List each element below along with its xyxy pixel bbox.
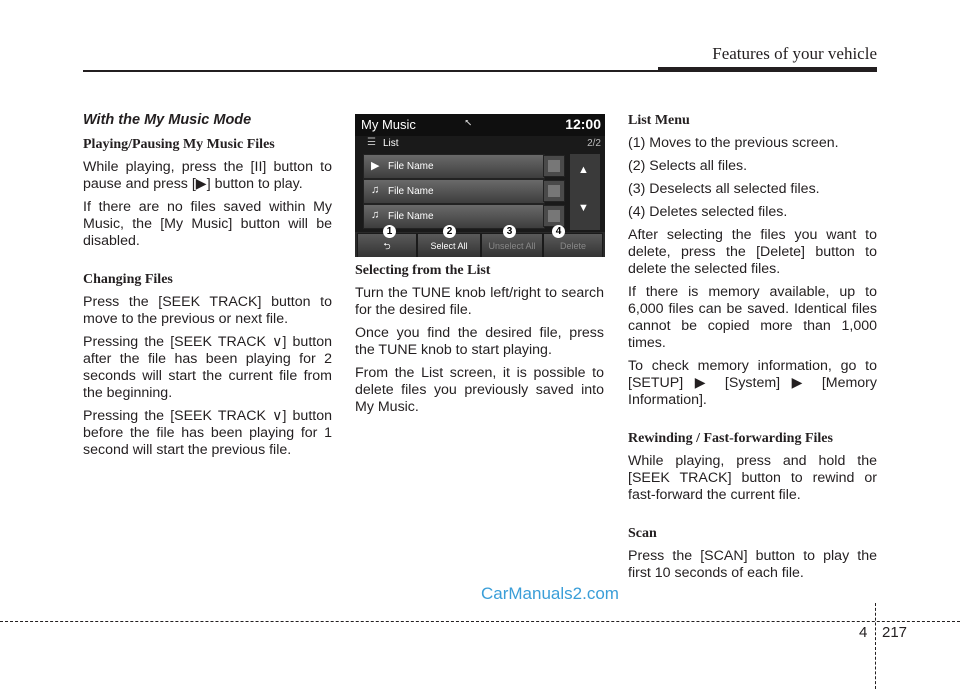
list-header [355, 136, 605, 152]
heading-playing-pausing: Playing/Pausing My Music Files [83, 137, 275, 152]
list-item: (2) Selects all files. [628, 158, 748, 174]
my-music-list-screenshot [355, 114, 605, 257]
delete-button[interactable]: Delete [543, 233, 603, 257]
select-all-button[interactable]: Select All [417, 233, 481, 257]
heading-list-menu: List Menu [628, 113, 690, 128]
usb-icon: ⭦ [465, 118, 472, 129]
scroll-up-icon[interactable]: ▲ [578, 164, 589, 176]
unselect-all-button[interactable]: Unselect All [481, 233, 543, 257]
paragraph: Turn the TUNE knob left/right to search for the desired file. [355, 285, 604, 318]
callout-marker: 3 [503, 225, 516, 238]
footer-rule [0, 621, 960, 622]
column-1 [83, 112, 332, 465]
column-2 [355, 262, 604, 422]
music-note-icon: ♫ [371, 209, 380, 221]
file-name: File Name [388, 186, 434, 197]
callout-marker: 2 [443, 225, 456, 238]
file-checkbox[interactable] [543, 155, 565, 177]
play-icon: ▶ [371, 160, 380, 172]
paragraph: While playing, press the [II] button to pause and press [▶] button to play. [83, 159, 332, 192]
paragraph: To check memory information, go to [SETUP] ▶ [System] ▶ [Memory Information]. [628, 358, 877, 408]
callout-marker: 4 [552, 225, 565, 238]
paragraph: After selecting the files you want to delete, press the [Delete] button to delete the selected files. [628, 227, 877, 277]
heading-changing-files: Changing Files [83, 272, 173, 287]
page-indicator: 2/2 [587, 138, 601, 149]
header-rule [83, 70, 658, 72]
file-row[interactable] [363, 179, 545, 204]
scroll-controls [570, 154, 600, 230]
callout-marker: 1 [383, 225, 396, 238]
heading-selecting-list: Selecting from the List [355, 263, 491, 278]
column-3 [628, 112, 877, 588]
heading-scan: Scan [628, 526, 657, 541]
file-name: File Name [388, 161, 434, 172]
back-button[interactable]: ⮌ [357, 233, 417, 257]
file-name: File Name [388, 211, 434, 222]
page-number: 217 [882, 624, 908, 641]
page-header-title: Features of your vehicle [712, 44, 877, 63]
paragraph: Pressing the [SEEK TRACK ∨] button after the file has been playing for 2 seconds will start the current file from the beginning. [83, 334, 332, 401]
footer-divider [875, 603, 876, 689]
mode-title: With the My Music Mode [83, 112, 252, 128]
music-note-icon: ♫ [371, 184, 380, 196]
heading-rewinding: Rewinding / Fast-forwarding Files [628, 431, 833, 446]
list-item: (4) Deletes selected files. [628, 204, 788, 220]
list-label: List [383, 138, 399, 149]
list-icon: ☰ [367, 137, 376, 148]
file-checkbox[interactable] [543, 205, 565, 227]
watermark-link[interactable]: CarManuals2.com [481, 584, 619, 603]
file-checkbox[interactable] [543, 180, 565, 202]
list-item: (3) Deselects all selected files. [628, 181, 820, 197]
clock: 12:00 [565, 116, 601, 132]
paragraph: While playing, press and hold the [SEEK TRACK] button to rewind or fast-forward the current file. [628, 453, 877, 503]
paragraph: Press the [SEEK TRACK] button to move to the previous or next file. [83, 294, 332, 327]
screen-title-bar [355, 114, 605, 136]
paragraph: Pressing the [SEEK TRACK ∨] button before the file has been playing for 1 second will start the previous file. [83, 408, 332, 458]
header-bar [658, 67, 877, 72]
paragraph: If there is memory available, up to 6,000 files can be saved. Identical files cannot be copied more than 1,000 times. [628, 284, 877, 351]
paragraph: From the List screen, it is possible to delete files you previously saved into My Music. [355, 365, 604, 415]
chapter-number: 4 [859, 624, 868, 641]
list-item: (1) Moves to the previous screen. [628, 135, 839, 151]
paragraph: If there are no files saved within My Music, the [My Music] button will be disabled. [83, 199, 332, 249]
scroll-down-icon[interactable]: ▼ [578, 202, 589, 214]
paragraph: Once you find the desired file, press the TUNE knob to start playing. [355, 325, 604, 358]
screen-title: My Music [361, 117, 416, 132]
file-row[interactable] [363, 154, 545, 179]
paragraph: Press the [SCAN] button to play the first 10 seconds of each file. [628, 548, 877, 581]
